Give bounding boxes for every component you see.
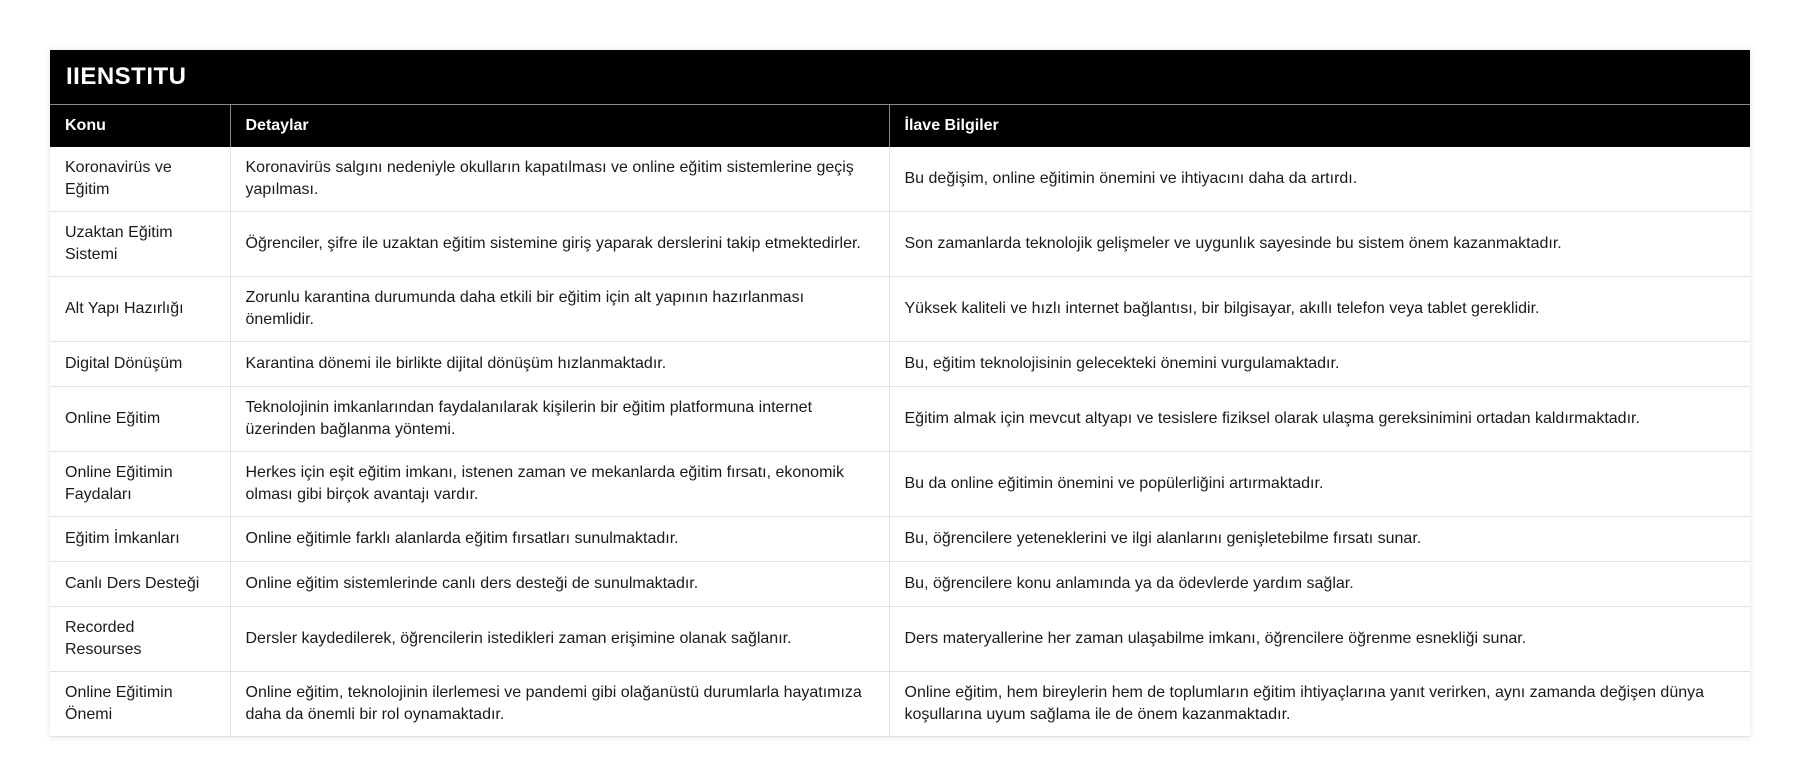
cell-ilave-bilgiler: Bu da online eğitimin önemini ve popülerliğini artırmaktadır. [889,452,1750,517]
header-konu: Konu [50,105,230,148]
cell-konu: Eğitim İmkanları [50,517,230,562]
table-row [50,517,1750,562]
cell-detaylar: Zorunlu karantina durumunda daha etkili bir eğitim için alt yapının hazırlanması önemlidir. [230,277,889,342]
table-row [50,277,1750,342]
cell-detaylar: Online eğitim, teknolojinin ilerlemesi ve pandemi gibi olağanüstü durumlarla hayatımıza daha da önemli bir rol oynamaktadır. [230,672,889,737]
cell-konu: Digital Dönüşüm [50,342,230,387]
cell-detaylar: Dersler kaydedilerek, öğrencilerin istedikleri zaman erişimine olanak sağlanır. [230,607,889,672]
cell-ilave-bilgiler: Online eğitim, hem bireylerin hem de toplumların eğitim ihtiyaçlarına yanıt verirken, aynı zamanda değişen dünya koşullarına uyum sağlama ile de önem kazanmaktadır. [889,672,1750,737]
cell-ilave-bilgiler: Bu, öğrencilere konu anlamında ya da ödevlerde yardım sağlar. [889,562,1750,607]
cell-konu: Alt Yapı Hazırlığı [50,277,230,342]
cell-detaylar: Herkes için eşit eğitim imkanı, istenen zaman ve mekanlarda eğitim fırsatı, ekonomik olması gibi birçok avantajı vardır. [230,452,889,517]
cell-konu: Online Eğitim [50,387,230,452]
table-row [50,212,1750,277]
cell-ilave-bilgiler: Yüksek kaliteli ve hızlı internet bağlantısı, bir bilgisayar, akıllı telefon veya tablet gereklidir. [889,277,1750,342]
table-header-row [50,105,1750,148]
cell-ilave-bilgiler: Ders materyallerine her zaman ulaşabilme imkanı, öğrencilere öğrenme esnekliği sunar. [889,607,1750,672]
table-row [50,452,1750,517]
cell-ilave-bilgiler: Son zamanlarda teknolojik gelişmeler ve uygunlık sayesinde bu sistem önem kazanmaktadır. [889,212,1750,277]
cell-ilave-bilgiler: Bu, öğrencilere yeteneklerini ve ilgi alanlarını genişletebilme fırsatı sunar. [889,517,1750,562]
cell-detaylar: Koronavirüs salgını nedeniyle okulların kapatılması ve online eğitim sistemlerine geçiş yapılması. [230,147,889,212]
cell-detaylar: Teknolojinin imkanlarından faydalanılarak kişilerin bir eğitim platformuna internet üzerinden bağlanma yöntemi. [230,387,889,452]
cell-detaylar: Karantina dönemi ile birlikte dijital dönüşüm hızlanmaktadır. [230,342,889,387]
table-row [50,147,1750,212]
cell-ilave-bilgiler: Bu, eğitim teknolojisinin gelecekteki önemini vurgulamaktadır. [889,342,1750,387]
table-row [50,562,1750,607]
info-table-card [50,50,1750,737]
info-table [50,104,1750,737]
cell-konu: Uzaktan Eğitim Sistemi [50,212,230,277]
cell-konu: Online Eğitimin Faydaları [50,452,230,517]
table-row [50,342,1750,387]
brand-title: IIENSTITU [50,50,1750,104]
table-row [50,387,1750,452]
cell-konu: Canlı Ders Desteği [50,562,230,607]
cell-detaylar: Online eğitim sistemlerinde canlı ders desteği de sunulmaktadır. [230,562,889,607]
header-ilave-bilgiler: İlave Bilgiler [889,105,1750,148]
cell-konu: Online Eğitimin Önemi [50,672,230,737]
cell-detaylar: Öğrenciler, şifre ile uzaktan eğitim sistemine giriş yaparak derslerini takip etmektedirler. [230,212,889,277]
table-row [50,672,1750,737]
cell-konu: Recorded Resourses [50,607,230,672]
table-row [50,607,1750,672]
cell-konu: Koronavirüs ve Eğitim [50,147,230,212]
header-detaylar: Detaylar [230,105,889,148]
cell-detaylar: Online eğitimle farklı alanlarda eğitim fırsatları sunulmaktadır. [230,517,889,562]
cell-ilave-bilgiler: Bu değişim, online eğitimin önemini ve ihtiyacını daha da artırdı. [889,147,1750,212]
cell-ilave-bilgiler: Eğitim almak için mevcut altyapı ve tesislere fiziksel olarak ulaşma gereksinimini ortadan kaldırmaktadır. [889,387,1750,452]
